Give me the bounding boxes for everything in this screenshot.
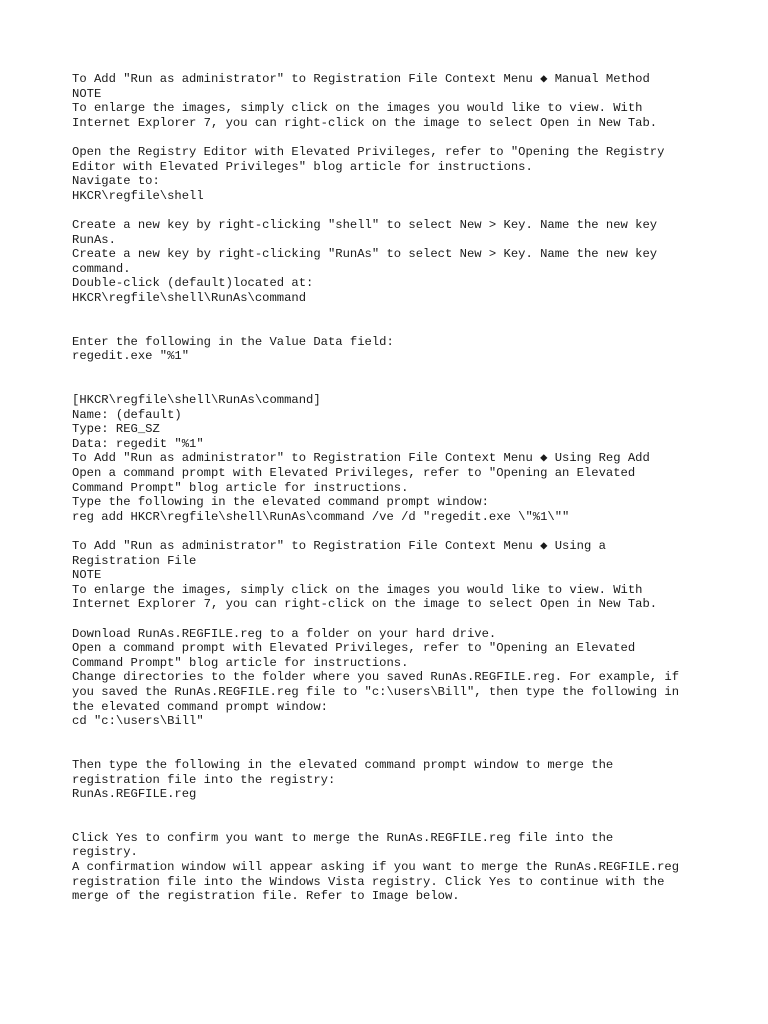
text-line: command. — [72, 261, 131, 276]
text-line: Internet Explorer 7, you can right-click on the image to select Open in New Tab. — [72, 115, 658, 130]
text-line: NOTE — [72, 568, 102, 583]
text-line: Double-click (default)located at: — [72, 276, 314, 291]
text-line: reg add HKCR\regfile\shell\RunAs\command /ve /d "regedit.exe \"%1\"" — [72, 509, 570, 524]
text-line: [HKCR\regfile\shell\RunAs\command] — [72, 393, 321, 408]
text-line: HKCR\regfile\shell — [72, 188, 204, 203]
text-line: Name: (default) — [72, 407, 182, 422]
text-line: cd "c:\users\Bill" — [72, 714, 204, 729]
text-line: Click Yes to confirm you want to merge the RunAs.REGFILE.reg file into the — [72, 830, 614, 845]
text-line: Command Prompt" blog article for instructions. — [72, 480, 409, 495]
text-line: NOTE — [72, 86, 102, 101]
blank-line — [72, 524, 722, 539]
text-line: Create a new key by right-clicking "shell" to select New > Key. Name the new key — [72, 217, 658, 232]
text-line: Type the following in the elevated command prompt window: — [72, 495, 489, 510]
blank-line — [72, 378, 722, 393]
blank-line — [72, 729, 722, 744]
text-line: RunAs.REGFILE.reg — [72, 787, 197, 802]
text-line: registration file into the registry: — [72, 772, 336, 787]
text-line: registration file into the Windows Vista registry. Click Yes to continue with the — [72, 874, 665, 889]
text-line: Then type the following in the elevated command prompt window to merge the — [72, 757, 614, 772]
text-line: Download RunAs.REGFILE.reg to a folder on your hard drive. — [72, 626, 497, 641]
blank-line — [72, 306, 722, 321]
document-body — [72, 72, 722, 904]
text-line: Open a command prompt with Elevated Privileges, refer to "Opening an Elevated — [72, 641, 636, 656]
text-line: A confirmation window will appear asking if you want to merge the RunAs.REGFILE.reg — [72, 860, 680, 875]
text-line: Type: REG_SZ — [72, 422, 160, 437]
blank-line — [72, 364, 722, 379]
text-line: Navigate to: — [72, 174, 160, 189]
blank-line — [72, 320, 722, 335]
text-line: HKCR\regfile\shell\RunAs\command — [72, 290, 307, 305]
text-line: To Add "Run as administrator" to Registration File Context Menu ◆ Manual Method — [72, 72, 650, 86]
blank-line — [72, 130, 722, 145]
blank-line — [72, 802, 722, 817]
text-line: Create a new key by right-clicking "RunAs" to select New > Key. Name the new key — [72, 247, 658, 262]
text-line: Editor with Elevated Privileges" blog article for instructions. — [72, 159, 533, 174]
text-line: registry. — [72, 845, 138, 860]
text-line: regedit.exe "%1" — [72, 349, 190, 364]
text-line: To Add "Run as administrator" to Registration File Context Menu ◆ Using a — [72, 539, 606, 553]
text-line: Change directories to the folder where you saved RunAs.REGFILE.reg. For example, if — [72, 670, 680, 685]
text-line: To Add "Run as administrator" to Registration File Context Menu ◆ Using Reg Add — [72, 451, 650, 466]
text-line: merge of the registration file. Refer to Image below. — [72, 889, 460, 904]
text-line: the elevated command prompt window: — [72, 699, 328, 714]
blank-line — [72, 816, 722, 831]
blank-line — [72, 612, 722, 627]
text-line: Data: regedit "%1" — [72, 436, 204, 451]
text-line: Command Prompt" blog article for instructions. — [72, 655, 409, 670]
text-line: Open the Registry Editor with Elevated Privileges, refer to "Opening the Registry — [72, 144, 665, 159]
text-line: To enlarge the images, simply click on the images you would like to view. With — [72, 582, 643, 597]
text-line: you saved the RunAs.REGFILE.reg file to "c:\users\Bill", then type the following in — [72, 684, 680, 699]
text-line: Registration File — [72, 553, 197, 568]
text-line: Open a command prompt with Elevated Privileges, refer to "Opening an Elevated — [72, 466, 636, 481]
blank-line — [72, 203, 722, 218]
text-line: Internet Explorer 7, you can right-click on the image to select Open in New Tab. — [72, 597, 658, 612]
blank-line — [72, 743, 722, 758]
text-line: To enlarge the images, simply click on the images you would like to view. With — [72, 101, 643, 116]
text-line: Enter the following in the Value Data field: — [72, 334, 394, 349]
text-line: RunAs. — [72, 232, 116, 247]
